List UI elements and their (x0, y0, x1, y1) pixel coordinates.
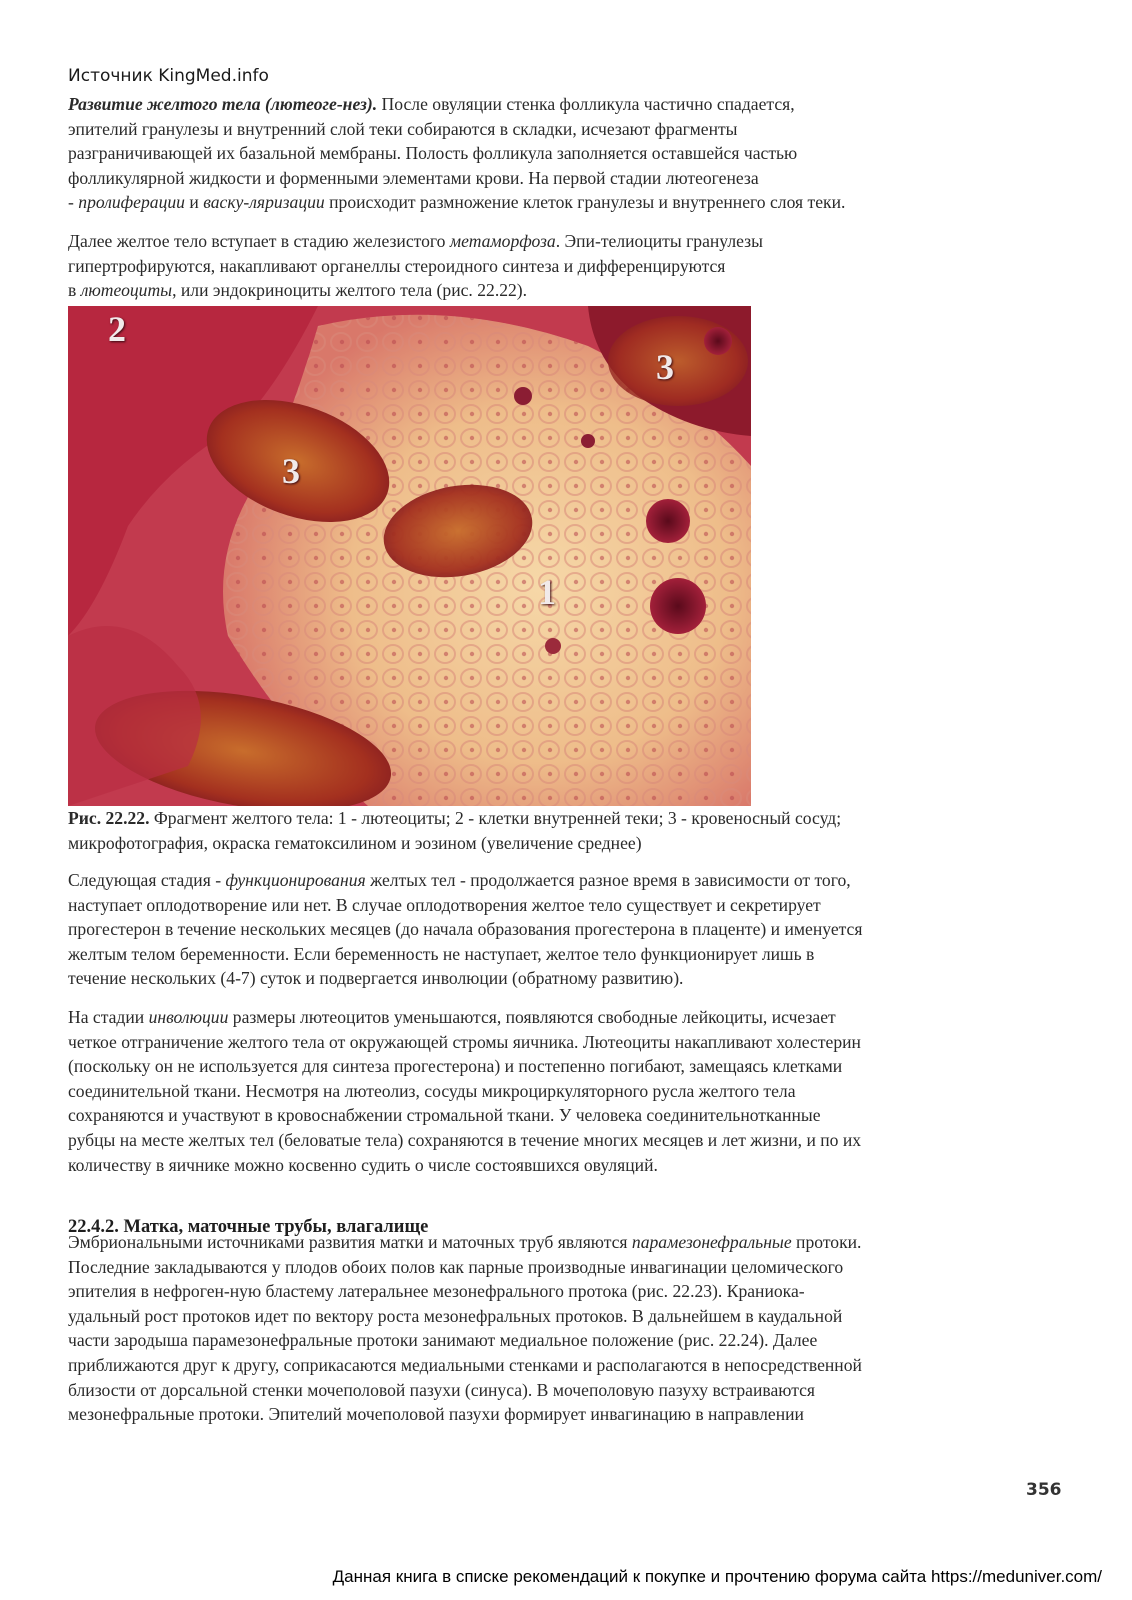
paragraph-line: На стадии инволюции размеры лютеоцитов уменьшаются, появляются свободные лейкоциты, исчезает (68, 1007, 836, 1027)
term-vascularization: васку-ляризации (203, 192, 325, 213)
paragraph-line: близости от дорсальной стенки мочеполовой пазухи (синуса). В мочеполовую пазуху встраиваются (68, 1379, 816, 1400)
paragraph-line: Эмбриональными источниками развития матки и маточных труб являются парамезонефральные протоки. (68, 1232, 862, 1252)
paragraph-line: части зародыша парамезонефральные протоки занимают медиальное положение (рис. 22.24). Далее (68, 1330, 818, 1351)
paragraph-line: (поскольку он не используется для синтеза прогестерона) и постепенно погибают, замещаясь клетками (68, 1056, 843, 1077)
paragraph-line: эпителий гранулезы и внутренний слой теки собираются в складки, исчезают фрагменты (68, 118, 738, 139)
paragraph-line: течение нескольких (4-7) суток и подвергается инволюции (обратному развитию). (68, 968, 684, 989)
paragraph-line: - пролиферации и васку-ляризации происходит размножение клеток гранулезы и внутреннего слоя теки. (68, 192, 846, 213)
term-involution: инволюции (148, 1007, 229, 1027)
paragraph-line: Следующая стадия - функционирования желтых тел - продолжается разное время в зависимости от того, (68, 870, 851, 890)
paragraph-line: фолликулярной жидкости и форменными элементами крови. На первой стадии лютеогенеза (68, 167, 759, 188)
micrograph-corpus-luteum (68, 306, 751, 806)
paragraph-line: Последние закладываются у плодов обоих полов как парные производные инвагинации целомического (68, 1256, 844, 1277)
source-header: Источник KingMed.info (68, 66, 269, 86)
paragraph-involution (68, 1005, 1068, 1177)
page-number: 356 (1026, 1480, 1062, 1500)
paragraph-line: приближаются друг к другу, соприкасаются медиальными стенками и располагаются в непосредственной (68, 1354, 862, 1375)
paragraph-line: в лютеоциты, или эндокриноциты желтого тела (рис. 22.22). (68, 280, 528, 301)
paragraph-line: прогестерон в течение нескольких месяцев (до начала образования прогестерона в плаценте) и именуется (68, 919, 863, 940)
term-proliferation: пролиферации (78, 192, 185, 213)
figure-caption (68, 806, 1068, 855)
paragraph-line: четкое отграничение желтого тела от окружающей стромы яичника. Лютеоциты накапливают холестерин (68, 1031, 861, 1052)
paragraph-line: количеству в яичнике можно косвенно судить о числе состоявшихся овуляций. (68, 1154, 658, 1175)
paragraph-line: сохраняются и участвуют в кровоснабжении стромальной ткани. У человека соединительнотканные (68, 1105, 821, 1126)
footer-note: Данная книга в списке рекомендаций к покупке и прочтению форума сайта https://meduniver.com/ (332, 1567, 1102, 1586)
paragraph-line: мезонефральные протоки. Эпителий мочеполовой пазухи формирует инвагинацию в направлении (68, 1404, 804, 1425)
micrograph-image (68, 306, 751, 806)
term-paramesonephric: парамезонефральные (631, 1232, 792, 1252)
paragraph-line: рубцы на месте желтых тел (беловатые тела) сохраняются в течение многих месяцев и лет жизни, и по их (68, 1129, 862, 1150)
section-heading: 22.4.2. Матка, маточные трубы, влагалище (68, 1217, 429, 1237)
paragraph-line: гипертрофируются, накапливают органеллы стероидного синтеза и дифференцируются (68, 255, 726, 276)
figure-label-thecal: 2 (108, 309, 126, 349)
paragraph-functioning (68, 868, 1068, 991)
paragraph-line: Развитие желтого тела (лютеоге-нез). После овуляции стенка фолликула частично спадается, (68, 94, 795, 114)
term-metamorphosis: метаморфоза (449, 231, 556, 251)
paragraph-line: наступает оплодотворение или нет. В случае оплодотворения желтое тело существует и секретирует (68, 894, 821, 915)
figure-label-vessel-left: 3 (282, 451, 300, 491)
paragraph-line: удальный рост протоков идет по вектору роста мезонефральных протоков. В дальнейшем в каудальной (68, 1305, 843, 1326)
paragraph-title: Развитие желтого тела (лютеоге-нез). (68, 94, 378, 114)
figure-label-luteocytes: 1 (538, 572, 556, 612)
paragraph-lutein-development (68, 92, 1068, 215)
figure-label-vessel-top: 3 (656, 347, 674, 387)
paragraph-glandular-metamorphosis (68, 229, 1068, 303)
paragraph-line: Далее желтое тело вступает в стадию железистого метаморфоза. Эпи-телиоциты гранулезы (68, 231, 763, 251)
paragraph-line: эпителия в нефроген-ную бластему латеральнее мезонефрального протока (рис. 22.23). Краниока- (68, 1281, 805, 1302)
paragraph-embryonic-sources (68, 1230, 1068, 1427)
figure-ref: Рис. 22.22. (68, 808, 150, 828)
paragraph-line: соединительной ткани. Несмотря на лютеолиз, сосуды микроциркуляторного русла желтого тела (68, 1080, 796, 1101)
term-luteocytes: лютеоциты (80, 280, 173, 301)
paragraph-line: разграничивающей их базальной мембраны. Полость фолликула заполняется оставшейся частью (68, 143, 798, 164)
caption-line: Рис. 22.22. Фрагмент желтого тела: 1 - лютеоциты; 2 - клетки внутренней теки; 3 - кровеносный сосуд; (68, 808, 842, 828)
paragraph-line: желтым телом беременности. Если беременность не наступает, желтое тело функционирует лишь в (68, 943, 815, 964)
caption-line: микрофотография, окраска гематоксилином и эозином (увеличение среднее) (68, 832, 642, 853)
term-functioning: функционирования (225, 870, 366, 890)
